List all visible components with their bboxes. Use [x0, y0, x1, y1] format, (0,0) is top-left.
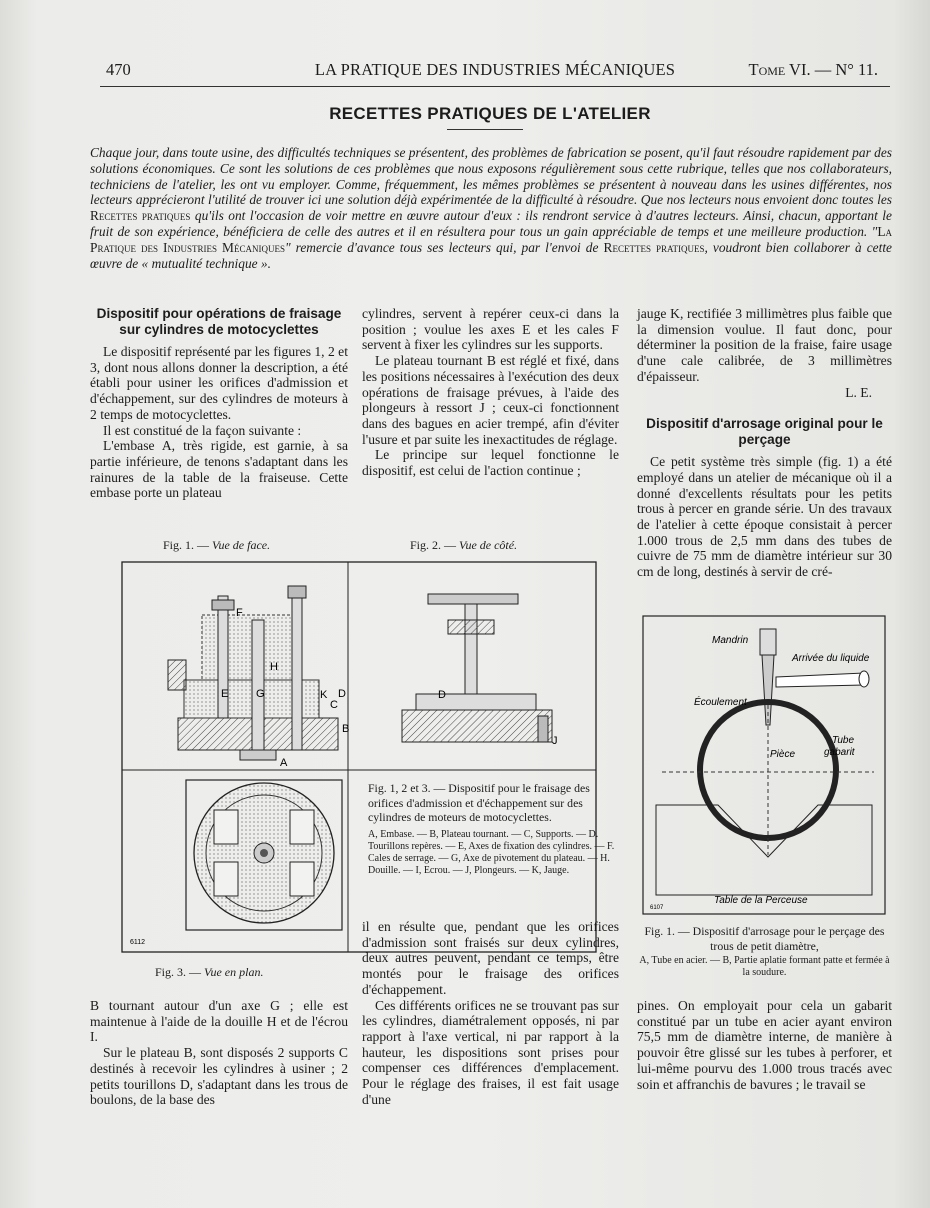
- article1-column1-bottom: [90, 998, 348, 1108]
- fig3-number: Fig. 3. —: [155, 965, 202, 979]
- milling-fixture-drawing: [120, 560, 598, 954]
- drill-caption-main: Fig. 1. — Dispositif d'arrosage pour le perçage des trous de petit diamètre,: [644, 924, 885, 953]
- journal-title: LA PRATIQUE DES INDUSTRIES MÉCANIQUES: [314, 60, 676, 79]
- label-mandrin: Mandrin: [712, 635, 749, 646]
- label-B: B: [342, 723, 350, 735]
- fig2-side-view: [402, 594, 558, 747]
- article1-title: Dispositif pour opérations de fraisage sur cylindres de motocyclettes: [96, 306, 342, 337]
- label-arrivee: Arrivée du liquide: [792, 653, 870, 664]
- label-tube: Tube: [832, 735, 855, 746]
- label-D: D: [438, 689, 446, 701]
- drill-figure-caption: [637, 924, 892, 980]
- article1-paragraph: Il est constitué de la façon suivante :: [103, 422, 302, 438]
- label-gabarit: gabarit: [824, 747, 855, 758]
- article1-paragraph: il en résulte que, pendant que les orifices d'admission sont fraisés sur deux cylindres, deux autres peuvent, pendant ce temps, être montés pour le fraisage des orifices d'échappement.: [362, 919, 619, 997]
- label-C: C: [330, 699, 338, 711]
- label-D: D: [338, 688, 346, 700]
- label-K: K: [320, 689, 328, 701]
- fig1-front-view: [168, 586, 349, 769]
- running-header: [100, 60, 890, 84]
- article1-paragraph: B tournant autour d'un axe G ; elle est maintenue à l'aide de la douille H et de l'écrou I.: [90, 998, 348, 1045]
- fig1-label: [163, 538, 270, 553]
- article1-paragraph: jauge K, rectifiée 3 millimètres plus faible que la dimension voulue. Il faut donc, pour déterminer la position de la fraise, faire usage d'une cale calibrée, de 3 millimètres d'épaisseur.: [637, 306, 892, 384]
- fig1-view: Vue de face.: [212, 538, 271, 552]
- intro-text-4: , voudront bien collaborer à cette œuvre de « mutualité technique ».: [90, 239, 892, 271]
- article1-column2-bottom: [362, 919, 619, 1107]
- label-table: Table de la Perceuse: [714, 895, 808, 906]
- article1-paragraph: L'embase A, très rigide, est garnie, à sa partie inférieure, de tenons s'adaptant dans les rainures de la table de la fraiseuse. Cette embase porte un plateau: [90, 438, 348, 501]
- article1-column2-top: [362, 306, 619, 479]
- label-J: J: [552, 735, 558, 747]
- article1-paragraph: Le principe sur lequel fonctionne le dispositif, est celui de l'action continue ;: [362, 447, 619, 479]
- section-title: RECETTES PRATIQUES DE L'ATELIER: [329, 104, 651, 123]
- intro-smallcaps-3: Recettes pratiques: [603, 239, 705, 255]
- drawing-number: 6107: [650, 905, 664, 911]
- intro-text-2: qu'ils ont l'occasion de voir mettre en œuvre autour d'eux : ils rendront service à d'autres lecteurs. Ainsi, chacun, apportant le fruit de son expérience, bénéficiera de celle des autres et il en résultera pour tous un gain appréciable de temps et une meilleure production. ": [90, 208, 892, 239]
- article2-column3-bottom: [637, 998, 892, 1092]
- title-divider: [447, 129, 523, 130]
- label-piece: Pièce: [770, 749, 796, 760]
- article1-paragraph: Ces différents orifices ne se trouvant pas sur les cylindres, diamétralement opposés, ni par rapport à l'axe vertical, ni par rapport à la hauteur, les dispositions sont prises pour compenser ces différences d'emplacement. Pour le réglage des fraises, il est fait usage d'une: [362, 997, 619, 1107]
- intro-smallcaps-1: Recettes pratiques: [90, 208, 191, 224]
- label-G: G: [256, 688, 265, 700]
- intro-smallcaps-2: La Pratique des Industries Mécaniques: [90, 223, 892, 255]
- fig1-number: Fig. 1. —: [163, 538, 210, 552]
- drill-cooling-drawing: [642, 615, 886, 915]
- fig3-plan-view: [130, 780, 342, 946]
- caption-main: Fig. 1, 2 et 3. — Dispositif pour le fraisage des orifices d'admission et d'échappement sur des cylindres de moteurs de motocyclettes.: [368, 781, 590, 824]
- header-rule: [100, 86, 890, 87]
- page-number: 470: [106, 60, 131, 79]
- article1-paragraph: cylindres, servent à repérer ceux-ci dans la position ; voulue les axes E et les cales F servent à fixer les cylindres sur les supports.: [362, 306, 619, 353]
- intro-text-3: " remercie d'avance tous ses lecteurs qui, par l'envoi de: [284, 239, 599, 255]
- issue-number: Tome VI. — N° 11.: [748, 60, 878, 79]
- article-column3-top: [637, 306, 892, 580]
- intro-paragraph: [90, 145, 892, 271]
- label-F: F: [236, 607, 243, 619]
- article2-title: Dispositif d'arrosage original pour le perçage: [646, 416, 883, 448]
- label-A: A: [280, 757, 288, 769]
- author-signature: L. E.: [845, 384, 872, 400]
- article1-column1-top: [90, 306, 348, 501]
- intro-text-1: Chaque jour, dans toute usine, des difficultés techniques se présentent, des problèmes de fabrication se posent, qu'il faut résoudre rapidement par des solutions économiques. Ce sont les solutions de ces problèmes que nous exposons régulièrement sous cette rubrique, telles que nos collaborateurs, techniciens de l'atelier, les ont vu employer. Comme, fréquemment, les mêmes problèmes se présentent à nouveau dans les usines différentes, nos lecteurs apprécieront l'utilité de trouver ici une solution déjà expérimentée de la difficulté à résoudre. Que nos lecteurs nous envoient donc toutes les: [90, 145, 892, 208]
- article1-paragraph: Sur le plateau B, sont disposés 2 supports C destinés à recevoir les cylindres à usiner ; 2 petits tourillons D, s'adaptant dans les trous de boulons, de la base des: [90, 1045, 348, 1108]
- article1-paragraph: Le plateau tournant B est réglé et fixé, dans les positions nécessaires à l'exécution des deux opérations de fraisage prévues, à l'aide des plongeurs à ressort J ; ceux-ci fonctionnent dans des bagues en acier trempé, afin d'éviter l'usure et par suite les inexactitudes de réglage.: [362, 353, 619, 447]
- fig2-number: Fig. 2. —: [410, 538, 457, 552]
- figure-frame: [122, 562, 596, 952]
- article2-paragraph: Ce petit système très simple (fig. 1) a été employé dans un atelier de mécanique où il a donné d'excellents résultats pour les petits trous à percer en grande série. Un des travaux de l'atelier à cette époque consistait à percer 1.000 trous de 2,5 mm dans des tubes de cuivre de 75 mm de diamètre intérieur sur 30 cm de long, destinés à servir de cré-: [637, 454, 892, 580]
- fig3-label: [155, 965, 263, 980]
- fig2-label: [410, 538, 517, 553]
- fig3-view: Vue en plan.: [204, 965, 264, 979]
- drill-caption-legend: A, Tube en acier. — B, Partie aplatie formant patte et fermée à la soudure.: [639, 955, 890, 979]
- milling-figure-caption: [368, 781, 620, 878]
- caption-legend: A, Embase. — B, Plateau tournant. — C, Supports. — D. Tourillons repères. — E, Axes de fixation des cylindres. — F. Cales de serrage. — G, Axe de pivotement du plateau. — H. Douille. — I, Ecrou. — J, Plongeurs. — K, Jauge.: [368, 828, 615, 877]
- label-ecoulement: Écoulement: [694, 697, 747, 708]
- article1-paragraph: Le dispositif représenté par les figures 1, 2 et 3, dont nous allons donner la description, a été établi pour usiner les orifices d'admission et d'échappement, sur des cylindres de moteurs à 2 temps de motocyclettes.: [90, 344, 348, 422]
- article2-paragraph: pines. On employait pour cela un gabarit constitué par un tube en acier ayant environ 75,5 mm de diamètre interne, de manière à pouvoir être glissé sur les tubes à perforer, et lui-même pourvu des 1.000 trous tracés avec soin et affranchis de bavures ; le travail se: [637, 998, 892, 1092]
- drawing-number: 6112: [130, 939, 146, 946]
- label-E: E: [221, 688, 229, 700]
- fig2-view: Vue de côté.: [459, 538, 518, 552]
- label-H: H: [270, 661, 278, 673]
